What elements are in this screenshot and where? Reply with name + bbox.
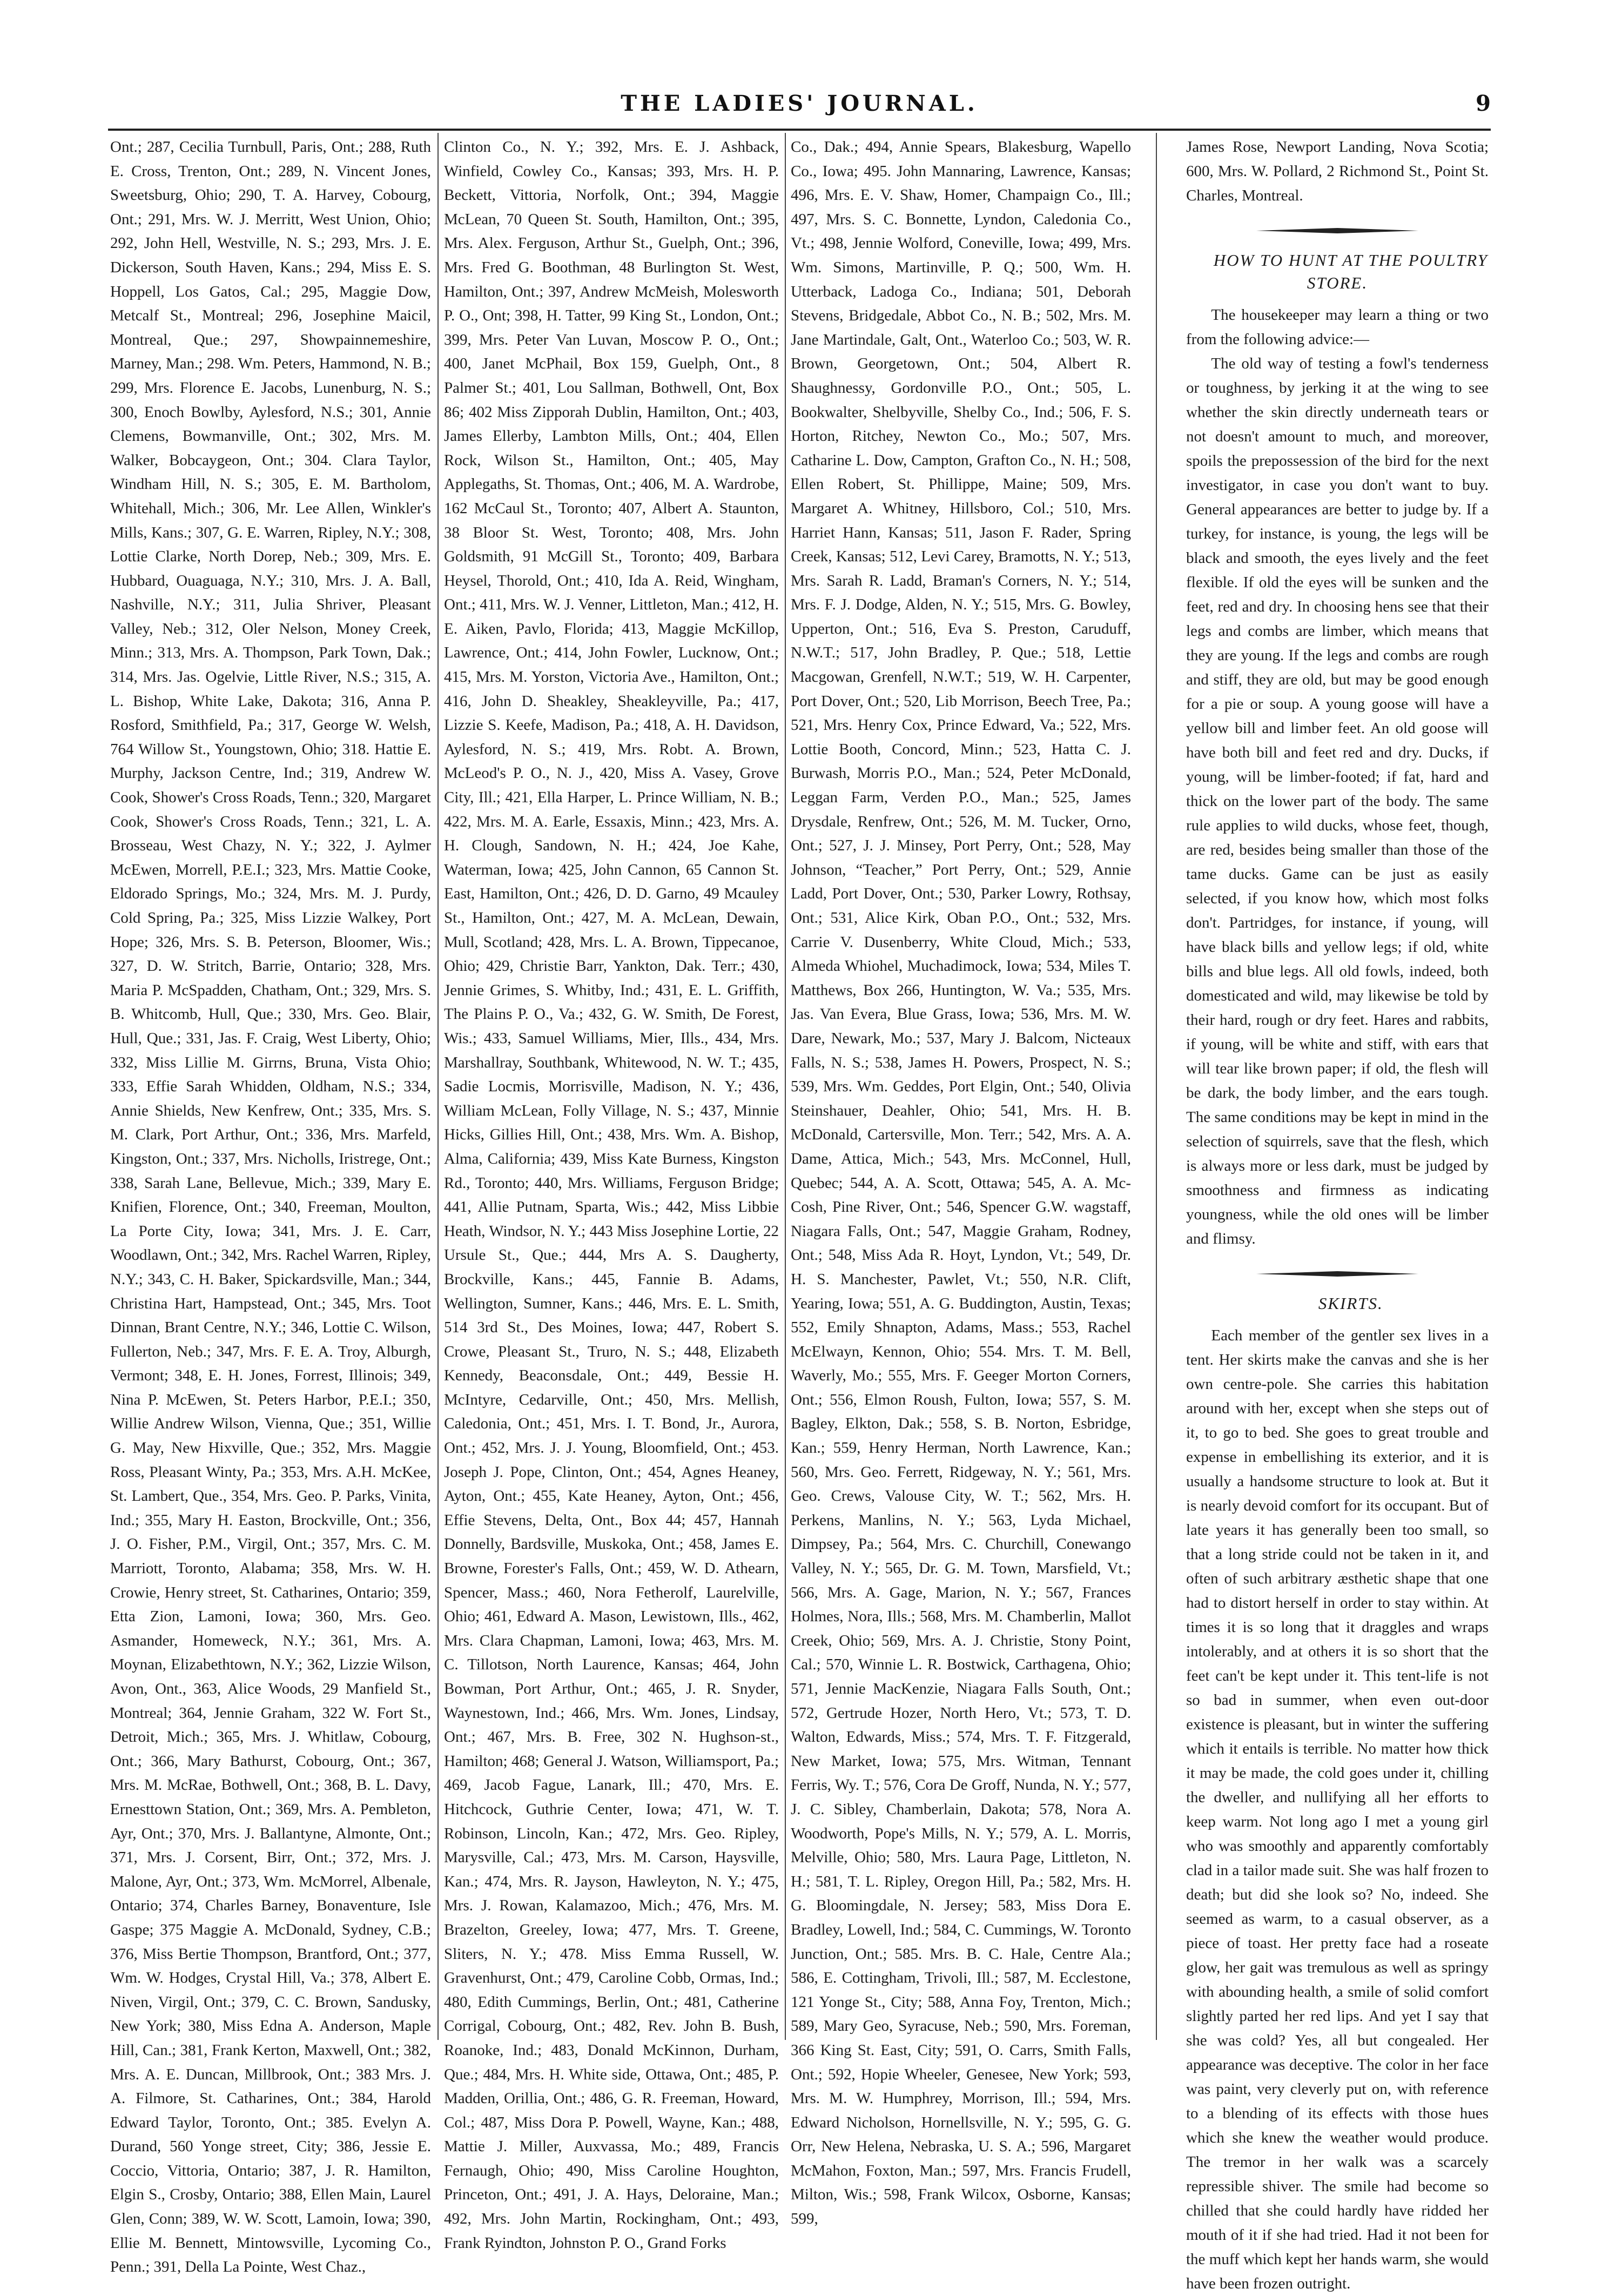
article-title: HOW TO HUNT AT THE POULTRY STORE. (1213, 251, 1488, 292)
column-divider-3 (1156, 133, 1157, 2040)
article-title: SKIRTS. (1318, 1294, 1383, 1313)
article-paragraph: The old way of testing a fowl's tenderness or toughness, by jerking it at the wing to see whether the skin directly underneath tears or not doesn't amount to much, and moreover, spoils the prepossession of the bird for the next investigator, in case you don't want to buy. General appearances are better to judge by. If a turkey, for instance, is young, the legs will be black and smooth, the eyes lively and the feet flexible. If old the eyes will be sunken and the feet, red and dry. In choosing hens see that their legs and combs are limber, which means that they are young. If the legs and combs are rough and stiff, they are old, but may be good enough for a pie or soup. A young goose will have a yellow bill and limber feet. An old goose will have both bill and feet red and dry. Ducks, if young, will be limber-footed; if fat, hard and thick on the lower part of the body. The same rule applies to wild ducks, whose feet, though, are red, besides being smaller than those of the tame ducks. Game can be just as easily selected, if you know how, which most folks don't. Partridges, for instance, if young, will have black bills and yellow legs; if old, white bills and blue legs. All old fowls, indeed, both domesticated and wild, may likewise be told by their hard, rough or dry feet. Hares and rabbits, if young, will be white and stiff, with ears that will tear like brown paper; if old, the flesh will be dark, the body limber, and the ears tough. The same conditions may be kept in mind in the selection of squirrels, save that the flesh, which is always more or less dark, must be judged by smoothness and firmness as indicating youngness, while the old ones will be limber and flimsy. (1186, 355, 1489, 1247)
column-divider-2 (785, 133, 786, 2040)
subscriber-list-column-2: Clinton Co., N. Y.; 392, Mrs. E. J. Ashback, Winfield, Cowley Co., Kansas; 393, Mrs. H. P. Beckett, Vittoria, Norfolk, Ont.; 394, Maggie McLean, 70 Queen St. South, Hamilton, Ont.; 395, Mrs. Alex. Ferguson, Arthur St., Guelph, Ont.; 396, Mrs. Fred G. Boothman, 48 Burlington St. West, Hamilton, Ont.; 397, Andrew McMeish, Molesworth P. O., Ont; 398, H. Tatter, 99 King St., London, Ont.; 399, Mrs. Peter Van Luvan, Moscow P. O., Ont.; 400, Janet McPhail, Box 159, Guelph, Ont., 8 Palmer St.; 401, Lou Sallman, Bothwell, Ont, Box 86; 402 Miss Zipporah Dublin, Hamilton, Ont.; 403, James Ellerby, Lambton Mills, Ont.; 404, Ellen Rock, Wilson St., Hamilton, Ont.; 405, May Applegaths, St. Thomas, Ont.; 406, M. A. Wardrobe, 162 McCaul St., Toronto; 407, Albert A. Staunton, 38 Bloor St. West, Toronto; 408, Mrs. John Goldsmith, 91 McGill St., Toronto; 409, Barbara Heysel, Thorold, Ont.; 410, Ida A. Reid, Wingham, Ont.; 411, Mrs. W. J. Venner, Littleton, Man.; 412, H. E. Aiken, Pavlo, Florida; 413, Maggie McKillop, Lawrence, Ont.; 414, John Fowler, Lucknow, Ont.; 415, Mrs. M. Yorston, Victoria Ave., Hamilton, Ont.; 416, John D. Sheakley, Sheakleyville, Pa.; 417, Lizzie S. Keefe, Madison, Pa.; 418, A. H. Davidson, Aylesford, N. S.; 419, Mrs. Robt. A. Brown, McLeod's P. O., N. J., 420, Miss A. Vasey, Grove City, Ill.; 421, Ella Harper, L. Prince William, N. B.; 422, Mrs. M. A. Earle, Essaxis, Minn.; 423, Mrs. A. H. Clough, Sandown, N. H.; 424, Joe Kahe, Waterman, Iowa; 425, John Cannon, 65 Cannon St. East, Hamilton, Ont.; 426, D. D. Garno, 49 Mcauley St., Hamilton, Ont.; 427, M. A. McLean, Dewain, Mull, Scotland; 428, Mrs. L. A. Brown, Tippecanoe, Ohio; 429, Christie Barr, Yankton, Dak. Terr.; 430, Jennie Grimes, S. Whitby, Ind.; 431, E. L. Griffith, The Plains P. O., Va.; 432, G. W. Smith, De Forest, Wis.; 433, Samuel Williams, Mier, Ills., 434, Mrs. Marshallray, Southbank, Whitewood, N. W. T.; 435, Sadie Locmis, Morrisville, Madison, N. Y.; 436, William McLean, Folly Village, N. S.; 437, Minnie Hicks, Gillies Hill, Ont.; 438, Mrs. Wm. A. Bishop, Alma, California; 439, Miss Kate Burness, Kingston Rd., Toronto; 440, Mrs. Williams, Ferguson Bridge; 441, Allie Putnam, Sparta, Wis.; 442, Miss Libbie Heath, Windsor, N. Y.; 443 Miss Josephine Lortie, 22 Ursule St., Que.; 444, Mrs A. S. Daugherty, Brockville, Kans.; 445, Fannie B. Adams, Wellington, Sumner, Kans.; 446, Mrs. E. L. Smith, 514 3rd St., Des Moines, Iowa; 447, Robert S. Crowe, Pleasant St., Truro, N. S.; 448, Elizabeth Kennedy, Beaconsdale, Ont.; 449, Bessie H. McIntyre, Cedarville, Ont.; 450, Mrs. Mellish, Caledonia, Ont.; 451, Mrs. I. T. Bond, Jr., Aurora, Ont.; 452, Mrs. J. J. Young, Bloomfield, Ont.; 453. Joseph J. Pope, Clinton, Ont.; 454, Agnes Heaney, Ayton, Ont.; 455, Kate Heaney, Ayton, Ont.; 456, Effie Stevens, Delta, Ont., Box 44; 457, Hannah Donnelly, Bardsville, Muskoka, Ont.; 458, James E. Browne, Forester's Falls, Ont.; 459, W. D. Athearn, Spencer, Mass.; 460, Nora Fetherolf, Laurelville, Ohio; 461, Edward A. Mason, Lewistown, Ills., 462, Mrs. Clara Chapman, Lamoni, Iowa; 463, Mrs. M. C. Tillotson, North Laurence, Kansas; 464, John Bowman, Port Arthur, Ont.; 465, J. R. Snyder, Waynestown, Ind.; 466, Mrs. Wm. Jones, Lindsay, Ont.; 467, Mrs. B. Free, 302 N. Hughson-st., Hamilton; 468; General J. Watson, Williamsport, Pa.; 469, Jacob Fague, Lanark, Ill.; 470, Mrs. E. Hitchcock, Guthrie Center, Iowa; 471, W. T. Robinson, Lincoln, Kan.; 472, Mrs. Geo. Ripley, Marysville, Cal.; 473, Mrs. M. Carson, Haysville, Kan.; 474, Mrs. R. Jayson, Hawleyton, N. Y.; 475, Mrs. J. Rowan, Kalamazoo, Mich.; 476, Mrs. M. Brazelton, Greeley, Iowa; 477, Mrs. T. Greene, Sliters, N. Y.; 478. Miss Emma Russell, W. Gravenhurst, Ont.; 479, Caroline Cobb, Ormas, Ind.; 480, Edith Cummings, Berlin, Ont.; 481, Catherine Corrigal, Cobourg, Ont.; 482, Rev. John B. Bush, Roanoke, Ind.; 483, Donald McKinnon, Durham, Que.; 484, Mrs. H. White side, Ottawa, Ont.; 485, P. Madden, Orillia, Ont.; 486, G. R. Freeman, Howard, Col.; 487, Miss Dora P. Powell, Wayne, Kan.; 488, Mattie J. Miller, Auxvassa, Mo.; 489, Francis Fernaugh, Ohio; 490, Miss Caroline Houghton, Princeton, Ont.; 491, J. A. Hays, Deloraine, Man.; 492, Mrs. John Martin, Rockingham, Ont.; 493, Frank Ryindton, Johnston P. O., Grand Forks (444, 138, 779, 2252)
page-number: 9 (1476, 91, 1491, 116)
subscriber-list-column-3: Co., Dak.; 494, Annie Spears, Blakesburg, Wapello Co., Iowa; 495. John Mannaring, Lawrence, Kansas; 496, Mrs. E. V. Shaw, Homer, Champaign Co., Ill.; 497, Mrs. S. C. Bonnette, Lyndon, Caledonia Co., Vt.; 498, Jennie Wolford, Coneville, Iowa; 499, Mrs. Wm. Simons, Martinville, P. Q.; 500, Wm. H. Utterback, Ladoga Co., Indiana; 501, Deborah Stevens, Bridgedale, Abbot Co., N. B.; 502, Mrs. M. Jane Martindale, Galt, Ont., Waterloo Co.; 503, W. R. Brown, Georgetown, Ont.; 504, Albert R. Shaughnessy, Gordonville P.O., Ont.; 505, L. Bookwalter, Shelbyville, Shelby Co., Ind.; 506, F. S. Horton, Ritchey, Newton Co., Mo.; 507, Mrs. Catharine L. Dow, Campton, Grafton Co., N. H.; 508, Ellen Robert, St. Phillippe, Maine; 509, Mrs. Margaret A. Whitney, Hillsboro, Col.; 510, Mrs. Harriet Hann, Kansas; 511, Jason F. Rader, Spring Creek, Kansas; 512, Levi Carey, Bramotts, N. Y.; 513, Mrs. Sarah R. Ladd, Braman's Corners, N. Y.; 514, Mrs. F. J. Dodge, Alden, N. Y.; 515, Mrs. G. Bowley, Upperton, Ont.; 516, Eva S. Preston, Caruduff, N.W.T.; 517, John Bradley, P. Que.; 518, Lettie Macgowan, Grenfell, N.W.T.; 519, W. H. Carpenter, Port Dover, Ont.; 520, Lib Morrison, Beech Tree, Pa.; 521, Mrs. Henry Cox, Prince Edward, Va.; 522, Mrs. Lottie Booth, Concord, Minn.; 523, Hatta C. J. Burwash, Morris P.O., Man.; 524, Peter McDonald, Leggan Farm, Verden P.O., Man.; 525, James Drysdale, Renfrew, Ont.; 526, M. M. Tucker, Orno, Ont.; 527, J. J. Minsey, Port Perry, Ont.; 528, May Johnson, “Teacher,” Port Perry, Ont.; 529, Annie Ladd, Port Dover, Ont.; 530, Parker Lowry, Rothsay, Ont.; 531, Alice Kirk, Oban P.O., Ont.; 532, Mrs. Carrie V. Dusenberry, White Cloud, Mich.; 533, Almeda Whiohel, Muchadimock, Iowa; 534, Miles T. Matthews, Box 266, Huntington, W. Va.; 535, Mrs. Jas. Van Evera, Blue Grass, Iowa; 536, Mrs. M. W. Dare, Newark, Mo.; 537, Mary J. Balcom, Nicteaux Falls, N. S.; 538, James H. Powers, Prospect, N. S.; 539, Mrs. Wm. Geddes, Port Elgin, Ont.; 540, Olivia Steinshauer, Deahler, Ohio; 541, Mrs. H. B. McDonald, Cartersville, Mon. Terr.; 542, Mrs. A. A. Dame, Attica, Mich.; 543, Mrs. McConnel, Hull, Quebec; 544, A. A. Scott, Ottawa; 545, A. A. Mc-Cosh, Pine River, Ont.; 546, Spencer G.W. wagstaff, Niagara Falls, Ont.; 547, Maggie Graham, Rodney, Ont.; 548, Miss Ada R. Hoyt, Lyndon, Vt.; 549, Dr. H. S. Manchester, Pawlet, Vt.; 550, N.R. Clift, Yearing, Iowa; 551, A. G. Buddington, Austin, Texas; 552, Emily Shnapton, Adams, Mass.; 553, Rachel McElwayn, Kennon, Ohio; 554. Mrs. T. M. Bell, Waverly, Mo.; 555, Mrs. F. Geeger Morton Corners, Ont.; 556, Elmon Roush, Fulton, Iowa; 557, S. M. Bagley, Elkton, Dak.; 558, S. B. Norton, Esbridge, Kan.; 559, Henry Herman, North Lawrence, Kan.; 560, Mrs. Geo. Ferrett, Ridgeway, N. Y.; 561, Mrs. Geo. Crews, Valouse City, W. T.; 562, Mrs. H. Perkens, Manlins, N. Y.; 563, Lyda Michael, Dimpsey, Pa.; 564, Mrs. C. Churchill, Conewango Valley, N. Y.; 565, Dr. G. M. Town, Marsfield, Vt.; 566, Mrs. A. Gage, Marion, N. Y.; 567, Frances Holmes, Nora, Ills.; 568, Mrs. M. Chamberlin, Mallot Creek, Ohio; 569, Mrs. A. J. Christie, Stony Point, Cal.; 570, Winnie L. R. Bostwick, Carthagena, Ohio; 571, Jennie MacKenzie, Niagara Falls South, Ont.; 572, Gertrude Hozer, North Hero, Vt.; 573, T. D. Walton, Edwards, Miss.; 574, Mrs. T. F. Fitzgerald, New Market, Iowa; 575, Mrs. Witman, Tennant Ferris, Wy. T.; 576, Cora De Groff, Nunda, N. Y.; 577, J. C. Sibley, Chamberlain, Dakota; 578, Nora A. Woodworth, Pope's Mills, N. Y.; 579, A. L. Morris, Melville, Ohio; 580, Mrs. Laura Page, Littleton, N. H.; 581, T. L. Ripley, Oregon Hill, Pa.; 582, Mrs. H. G. Bloomingdale, N. Jersey; 583, Miss Dora E. Bradley, Lowell, Ind.; 584, C. Cummings, W. Toronto Junction, Ont.; 585. Mrs. B. C. Hale, Centre Ala.; 586, E. Cottingham, Trivoli, Ill.; 587, M. Ecclestone, 121 Yonge St., City; 588, Anna Foy, Trenton, Mich.; 589, Mary Geo, Syracuse, Neb.; 590, Mrs. Foreman, 366 King St. East, City; 591, O. Carrs, Smith Falls, Ont.; 592, Hopie Wheeler, Genesee, New York; 593, Mrs. M. W. Humphrey, Morrison, Ill.; 594, Mrs. Edward Nicholson, Hornellsville, N. Y.; 595, G. G. Orr, New Helena, Nebraska, U. S. A.; 596, Margaret McMahon, Foxton, Man.; 597, Mrs. Francis Frudell, Milton, Wis.; 598, Frank Wilcox, Osborne, Kansas; 599, (791, 138, 1131, 2228)
ornamental-rule-icon (1186, 1263, 1489, 1285)
skirts-article (1186, 1292, 1489, 2296)
header-rule (108, 129, 1491, 131)
articles-column (1186, 135, 1489, 2292)
poultry-article (1186, 249, 1489, 1251)
column-divider-1 (437, 133, 439, 2040)
page-header (108, 91, 1491, 123)
ornamental-rule-icon (1186, 220, 1489, 241)
article-paragraph: Each member of the gentler sex lives in a tent. Her skirts make the canvas and she is her own centre-pole. She carries this habitation around with her, except when she steps out of it, to go to bed. She goes to great trouble and expense in embellishing its exterior, and it is usually a handsome structure to look at. But it is nearly devoid comfort for its occupant. But of late years it has generally been too small, so that a long stride could not be taken in it, and often of such arbitrary æsthetic shape that one had to distort herself in order to stay within. At times it is so long that it draggles and wraps intolerably, and at others it is so short that the feet can't be kept under it. This tent-life is not so bad in summer, when even out-door existence is pleasant, but in winter the suffering which it entails is terrible. No matter how thick it may be made, the cold goes under it, chilling the dweller, and nullifying all her efforts to keep warm. Not long ago I met a young girl who was smoothly and apparently comfortably clad in a tailor made suit. She was half frozen to death; but did she look so? No, indeed. She seemed as warm, to a casual observer, as a piece of toast. Her pretty face had a roseate glow, her gait was tremulous as well as springy with abounding health, a smile of solid comfort slightly parted her red lips. And yet I say that she was cold? Yes, all but congealed. Her appearance was deceptive. The color in her face was paint, very cleverly put on, with reference to a blending of its effects with those hues which she knew the weather would produce. The tremor in her walk was a scarcely repressible shiver. The smile had become so chilled that she could hardly have ridded her mouth of it if she had tried. Had it not been for the muff which kept her hands warm, she would have been frozen outright. (1186, 1327, 1489, 2292)
subscriber-list-column-1: Ont.; 287, Cecilia Turnbull, Paris, Ont.; 288, Ruth E. Cross, Trenton, Ont.; 289, N. Vincent Jones, Sweetsburg, Ohio; 290, T. A. Harvey, Cobourg, Ont.; 291, Mrs. W. J. Merritt, West Union, Ohio; 292, John Hell, Westville, N. S.; 293, Mrs. J. E. Dickerson, South Haven, Kans.; 294, Miss E. S. Hoppell, Los Gatos, Cal.; 295, Maggie Dow, Metcalf St., Montreal; 296, Josephine Maicil, Montreal, Que.; 297, Showpainnemeshire, Marney, Man.; 298. Wm. Peters, Hammond, N. B.; 299, Mrs. Florence E. Jacobs, Lunenburg, N. S.; 300, Enoch Bowlby, Aylesford, N.S.; 301, Annie Clemens, Bowmanville, Ont.; 302, Mrs. M. Walker, Bobcaygeon, Ont.; 304. Clara Taylor, Windham Hill, N. S.; 305, E. M. Bartholom, Whitehall, Mich.; 306, Mr. Lee Allen, Winkler's Mills, Kans.; 307, G. E. Warren, Ripley, N.Y.; 308, Lottie Clarke, North Dorep, Neb.; 309, Mrs. E. Hubbard, Ouaguaga, N.Y.; 310, Mrs. J. A. Ball, Nashville, N.Y.; 311, Julia Shriver, Pleasant Valley, Neb.; 312, Oler Nelson, Money Creek, Minn.; 313, Mrs. A. Thompson, Park Town, Dak.; 314, Mrs. Jas. Ogelvie, Little River, N.S.; 315, A. L. Bishop, White Lake, Dakota; 316, Anna P. Rosford, Smithfield, Pa.; 317, George W. Welsh, 764 Willow St., Youngstown, Ohio; 318. Hattie E. Murphy, Jackson Centre, Ind.; 319, Andrew W. Cook, Shower's Cross Roads, Tenn.; 320, Margaret Cook, Shower's Cross Roads, Tenn.; 321, L. A. Brosseau, West Chazy, N. Y.; 322, J. Aylmer McEwen, Morrell, P.E.I.; 323, Mrs. Mattie Cooke, Eldorado Springs, Mo.; 324, Mrs. M. J. Purdy, Cold Spring, Pa.; 325, Miss Lizzie Walkey, Port Hope; 326, Mrs. S. B. Peterson, Bloomer, Wis.; 327, D. W. Stritch, Barrie, Ontario; 328, Mrs. Maria P. McSpadden, Chatham, Ont.; 329, Mrs. S. B. Whitcomb, Hull, Que.; 330, Mrs. Geo. Blair, Hull, Que.; 331, Jas. F. Craig, West Liberty, Ohio; 332, Miss Lillie M. Girrns, Bruna, Vista Ohio; 333, Effie Sarah Whidden, Oldham, N.S.; 334, Annie Shields, New Kenfrew, Ont.; 335, Mrs. S. M. Clark, Port Arthur, Ont.; 336, Mrs. Marfeld, Kingston, Ont.; 337, Mrs. Nicholls, Iristrege, Ont.; 338, Sarah Lane, Bellevue, Mich.; 339, Mary E. Knifien, Florence, Ont.; 340, Freeman, Moulton, La Porte City, Iowa; 341, Mrs. J. E. Carr, Woodlawn, Ont.; 342, Mrs. Rachel Warren, Ripley, N.Y.; 343, C. H. Baker, Spickardsville, Man.; 344, Christina Hart, Hampstead, Ont.; 345, Mrs. Toot Dinnan, Brant Centre, N.Y.; 346, Lottie C. Wilson, Fullerton, Neb.; 347, Mrs. F. E. A. Troy, Alburgh, Vermont; 348, E. H. Jones, Forrest, Illinois; 349, Nina P. McEwen, St. Peters Harbor, P.E.I.; 350, Willie Andrew Wilson, Vienna, Que.; 351, Willie G. May, New Hixville, Que.; 352, Mrs. Maggie Ross, Pleasant Winty, Pa.; 353, Mrs. A.H. McKee, St. Lambert, Que., 354, Mrs. Geo. P. Parks, Vinita, Ind.; 355, Mary H. Easton, Brockville, Ont.; 356, J. O. Fisher, P.M., Virgil, Ont.; 357, Mrs. C. M. Marriott, Toronto, Alabama; 358, Mrs. W. H. Crowie, Henry street, St. Catharines, Ontario; 359, Etta Zion, Lamoni, Iowa; 360, Mrs. Geo. Asmander, Homeweck, N.Y.; 361, Mrs. A. Moynan, Elizabethtown, N.Y.; 362, Lizzie Wilson, Avon, Ont., 363, Alice Woods, 29 Manfield St., Montreal; 364, Jennie Graham, 322 W. Fort St., Detroit, Mich.; 365, Mrs. J. Whitlaw, Cobourg, Ont.; 366, Mary Bathurst, Cobourg, Ont.; 367, Mrs. M. McRae, Bothwell, Ont.; 368, B. L. Davy, Ernesttown Station, Ont.; 369, Mrs. A. Pembleton, Ayr, Ont.; 370, Mrs. J. Ballantyne, Almonte, Ont.; 371, Mrs. J. Corsent, Birr, Ont.; 372, Mrs. J. Malone, Ayr, Ont.; 373, Wm. McMorrel, Albenale, Ontario; 374, Charles Barney, Bonaventure, Isle Gaspe; 375 Maggie A. McDonald, Sydney, C.B.; 376, Miss Bertie Thompson, Brantford, Ont.; 377, Wm. W. Hodges, Crystal Hill, Va.; 378, Albert E. Niven, Virgil, Ont.; 379, C. C. Brown, Sandusky, New York; 380, Miss Edna A. Anderson, Maple Hill, Can.; 381, Frank Kerton, Maxwell, Ont.; 382, Mrs. A. E. Duncan, Millbrook, Ont.; 383 Mrs. J. A. Filmore, St. Catharines, Ont.; 384, Harold Edward Taylor, Toronto, Ont.; 385. Evelyn A. Durand, 560 Yonge street, City; 386, Jessie E. Coccio, Vittoria, Ontario; 387, J. R. Hamilton, Elgin S., Crosby, Ontario; 388, Ellen Main, Laurel Glen, Conn; 389, W. W. Scott, Lamoin, Iowa; 390, Ellie M. Bennett, Mintowsville, Lycoming Co., Penn.; 391, Della La Pointe, West Chaz., (110, 138, 431, 2276)
article-paragraph: The housekeeper may learn a thing or two from the following advice:— (1186, 306, 1489, 348)
subscriber-list-continuation: James Rose, Newport Landing, Nova Scotia; 600, Mrs. W. Pollard, 2 Richmond St., Point St. Charles, Montreal. (1186, 138, 1489, 204)
masthead: THE LADIES' JOURNAL. (621, 91, 978, 116)
